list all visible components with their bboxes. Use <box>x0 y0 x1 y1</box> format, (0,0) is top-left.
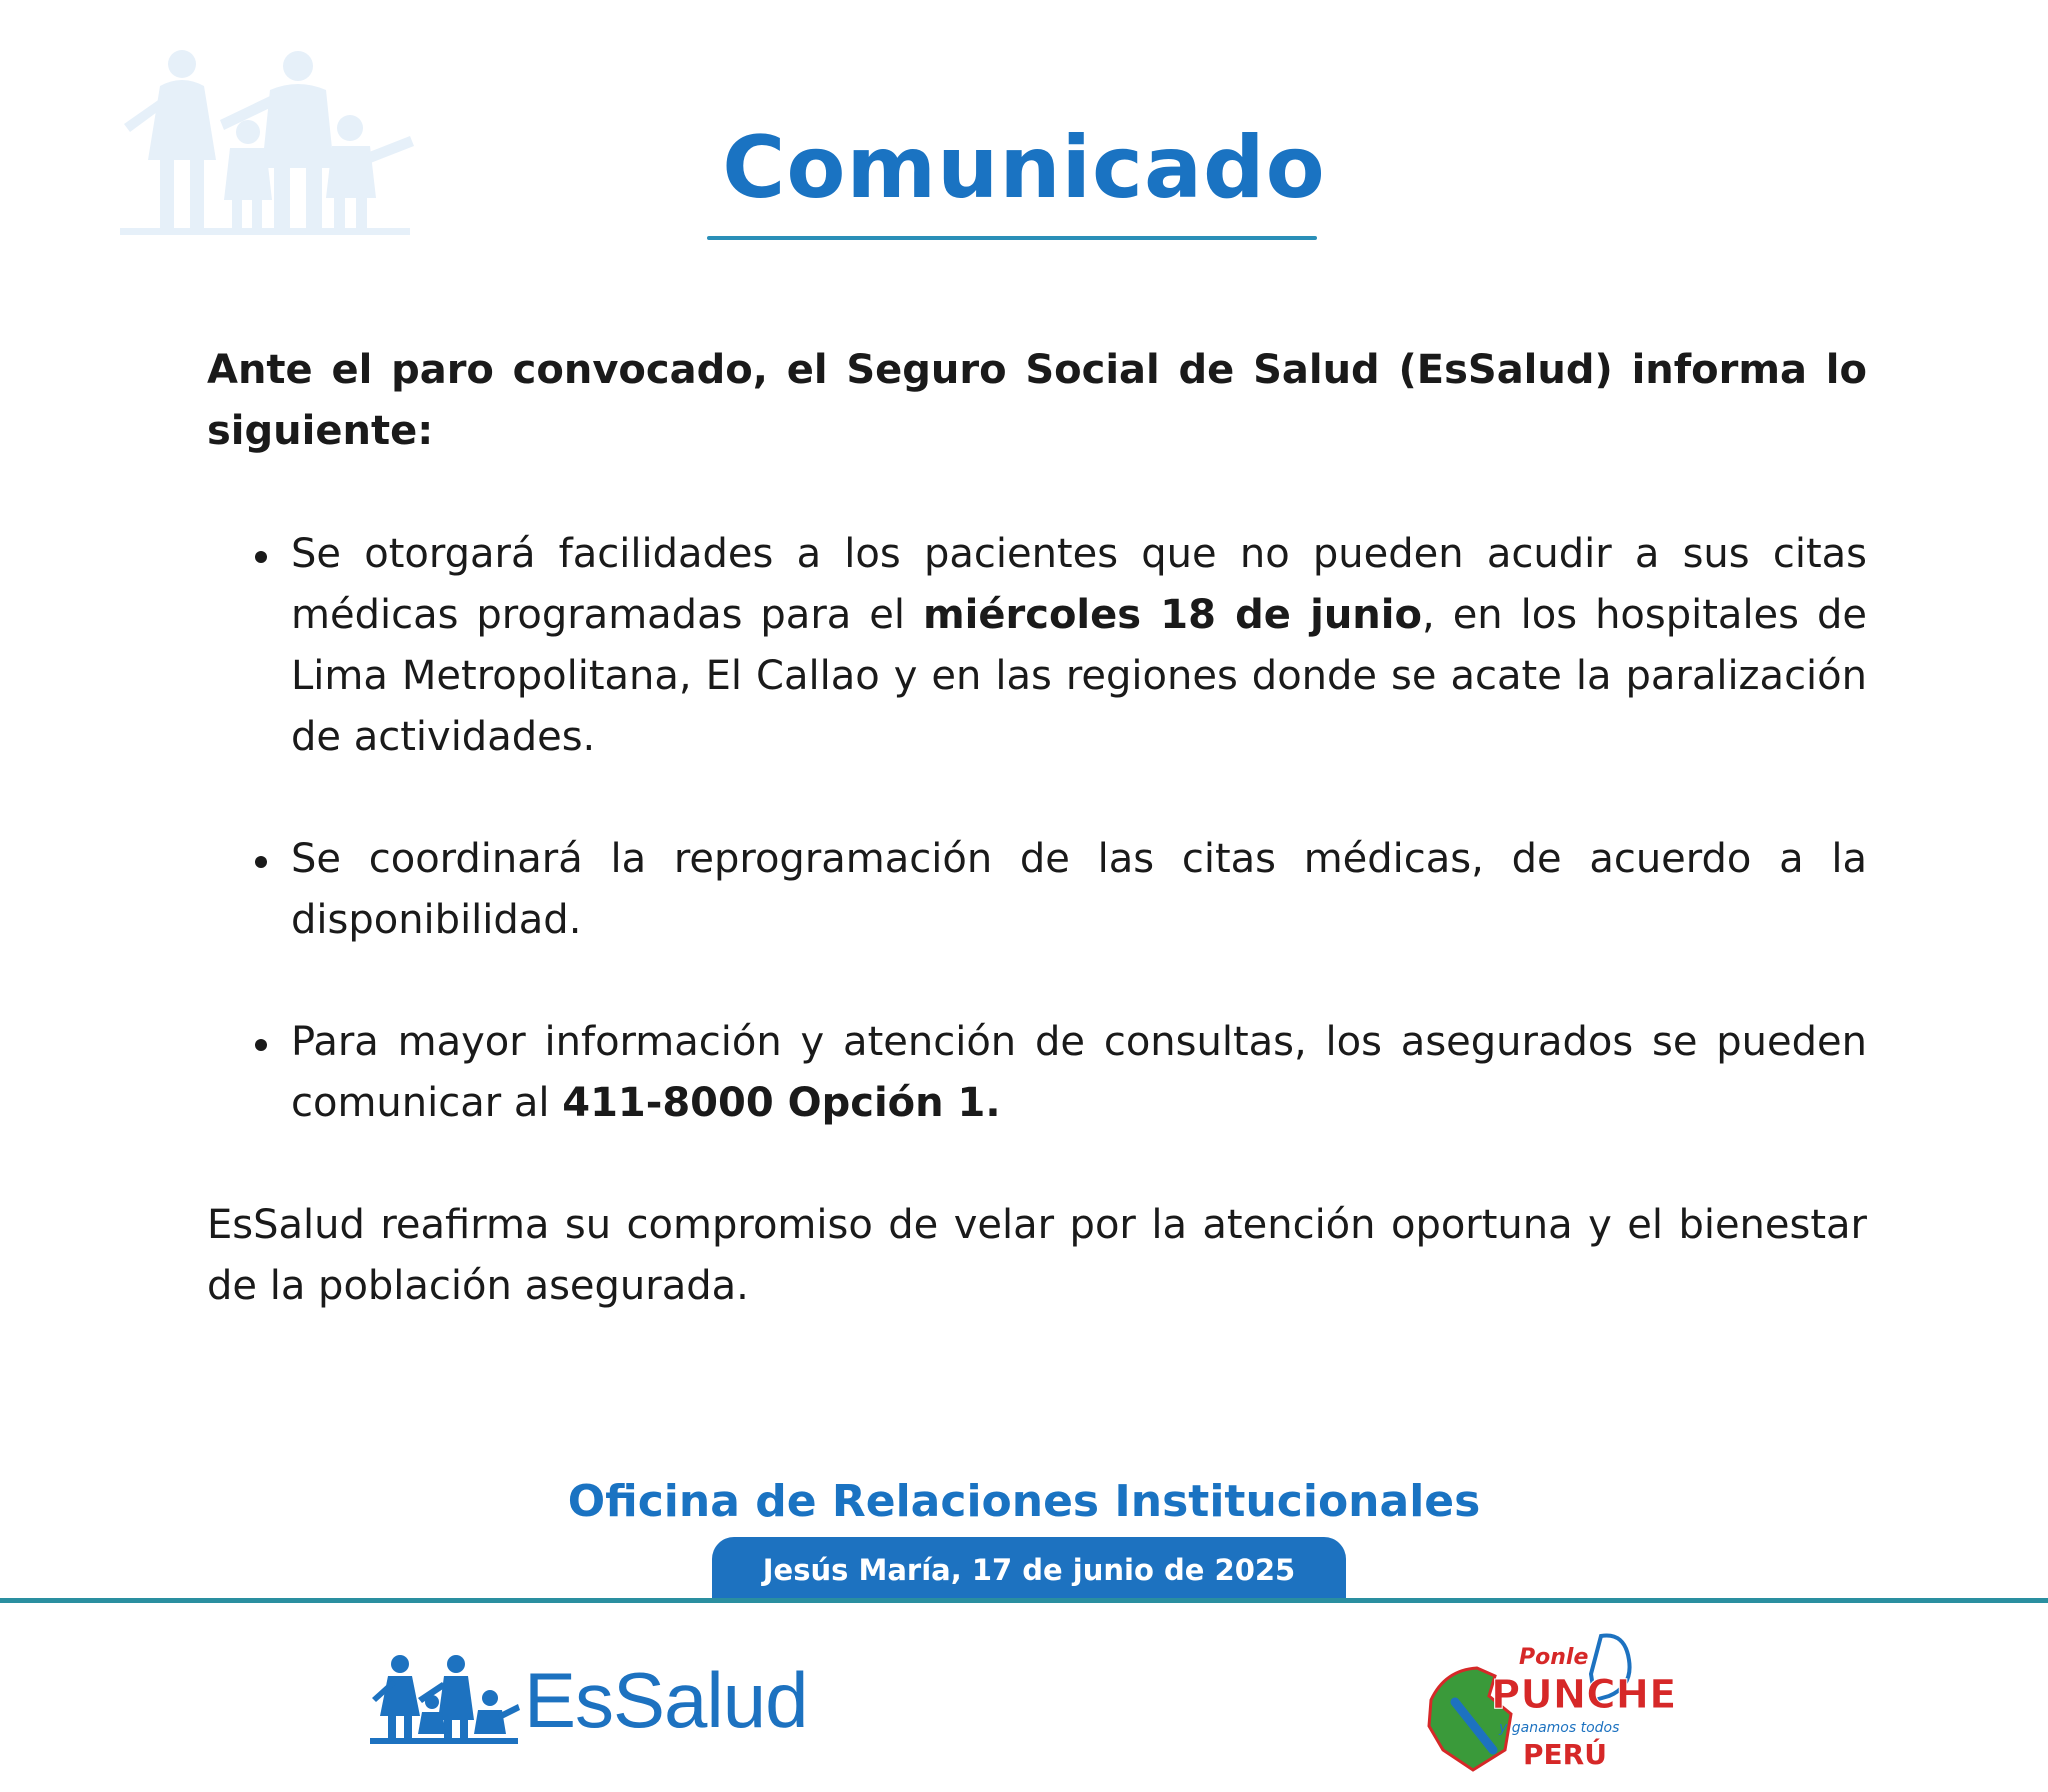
bullet-highlight: miércoles 18 de junio <box>922 592 1422 638</box>
title-underline <box>707 236 1317 240</box>
closing-paragraph: EsSalud reafirma su compromiso de velar por la atención oportuna y el bienestar de la población asegurada. <box>207 1202 1867 1309</box>
punche-line3: y ganamos todos <box>1499 1720 1620 1736</box>
list-item <box>207 1012 1867 1134</box>
list-item <box>207 829 1867 951</box>
date-place: Jesús María, 17 de junio de 2025 <box>762 1553 1296 1587</box>
bullet-icon <box>255 1039 267 1051</box>
punche-line1: Ponle <box>1519 1645 1589 1670</box>
footer-divider <box>0 1598 2048 1603</box>
essalud-wordmark: EsSalud <box>524 1655 808 1744</box>
punche-line2: PUNCHE <box>1491 1672 1677 1718</box>
bullet-icon <box>255 551 267 563</box>
page-title: Comunicado <box>722 118 1326 218</box>
essalud-logo <box>370 1650 808 1750</box>
statement-body <box>207 340 1867 1317</box>
bullet-list <box>207 524 1867 1134</box>
bullet-text: Se otorgará facilidades a los pacientes que no pueden acudir a sus citas médicas programadas para el <box>291 531 1867 638</box>
bullet-text: Para mayor información y atención de consultas, los asegurados se pueden comunicar al <box>291 1019 1867 1126</box>
family-logo-icon <box>370 1654 520 1746</box>
intro-paragraph: Ante el paro convocado, el Seguro Social de Salud (EsSalud) informa lo siguiente: <box>207 347 1867 454</box>
office-name: Oficina de Relaciones Institucionales <box>567 1476 1481 1527</box>
bullet-text: Se coordinará la reprogramación de las citas médicas, de acuerdo a la disponibilidad. <box>291 836 1867 943</box>
date-badge <box>712 1537 1346 1603</box>
punche-line4: PERÚ <box>1523 1738 1607 1771</box>
list-item <box>207 524 1867 768</box>
ponle-punche-logo <box>1415 1630 1677 1780</box>
phone-number: 411-8000 Opción 1. <box>562 1080 1001 1126</box>
bullet-icon <box>255 856 267 868</box>
bullet-text-end: , en los hospitales de Lima Metropolitana, El Callao y en las regiones donde se acate la paralización de actividades. <box>291 592 1867 760</box>
